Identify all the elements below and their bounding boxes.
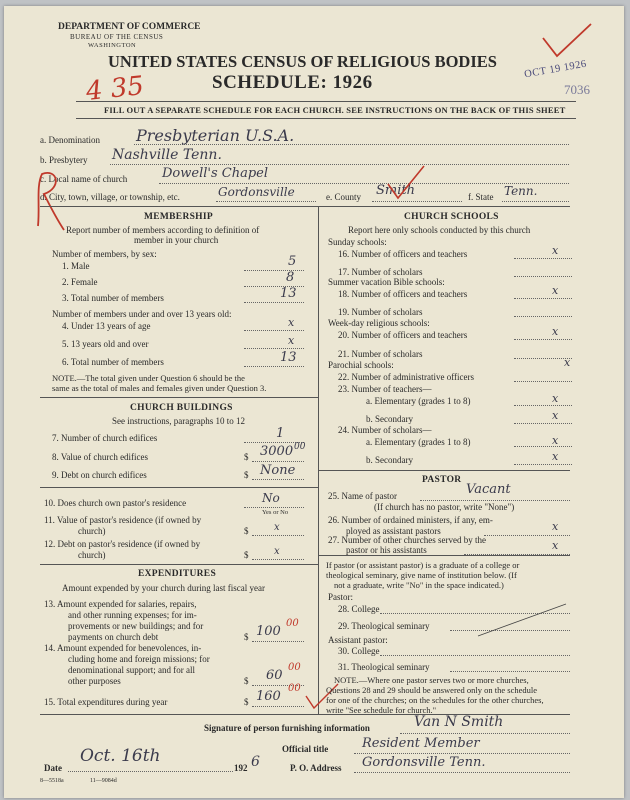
q7-edifices-value: 1 xyxy=(276,426,285,441)
q2-female-label: 2. Female xyxy=(62,277,98,287)
year-digit: 6 xyxy=(251,754,260,770)
presbytery-label: b. Presbytery xyxy=(40,155,88,165)
diagonal-strike xyxy=(474,600,570,640)
q11-residence-value-label-2: church) xyxy=(78,526,106,536)
q13-label-line-3: provements or new buildings; and for xyxy=(68,621,204,631)
q24-label: 24. Number of scholars— xyxy=(338,425,432,435)
members-by-sex-label: Number of members, by sex: xyxy=(52,249,157,259)
expenditures-heading: EXPENDITURES xyxy=(138,569,217,579)
summer-schools-label: Summer vacation Bible schools: xyxy=(328,277,445,287)
membership-intro-2: member in your church xyxy=(134,235,219,245)
q12-residence-debt-value: x xyxy=(274,546,280,557)
q14-amount: 60 xyxy=(266,668,283,683)
q14-cents: 00 xyxy=(288,662,301,673)
official-title-value: Resident Member xyxy=(362,736,480,751)
date-value: Oct. 16th xyxy=(80,746,161,766)
date-label: Date xyxy=(44,763,62,773)
q12-residence-debt-label-2: church) xyxy=(78,550,106,560)
pastor-note-3: for one of the churches; on the schedules for the other churches, xyxy=(326,695,544,705)
q14-label-line-4: other purposes xyxy=(68,676,121,686)
q30-label: 30. College xyxy=(338,646,380,656)
q15-cents: 00 xyxy=(288,683,301,694)
q5-over13-value: x xyxy=(288,334,295,347)
q20-label: 20. Number of officers and teachers xyxy=(338,330,468,340)
q29-label: 29. Theological seminary xyxy=(338,621,430,631)
graduate-instruction-3: not a graduate, write "No" in the space indicated.) xyxy=(334,580,504,590)
q3-total-label: 3. Total number of members xyxy=(62,293,164,303)
q13-dollar-sign: $ xyxy=(244,632,249,642)
q16-value: x xyxy=(552,244,559,257)
age-intro-label: Number of members under and over 13 years old: xyxy=(52,309,232,319)
red-r-annotation xyxy=(28,166,68,236)
q15-label: 15. Total expenditures during year xyxy=(44,697,168,707)
q23a-value: x xyxy=(552,392,559,405)
po-address-value: Gordonsville Tenn. xyxy=(362,755,486,770)
sunday-schools-label: Sunday schools: xyxy=(328,237,387,247)
po-address-label: P. O. Address xyxy=(290,763,342,773)
schools-intro: Report here only schools conducted by this church xyxy=(348,225,531,235)
red-number-annotation: 4 35 xyxy=(84,71,146,107)
county-label: e. County xyxy=(326,192,361,202)
pastor-note-2: Questions 28 and 29 should be answered only on the schedule xyxy=(326,685,538,695)
q18-value: x xyxy=(552,284,559,297)
q7-edifices-label: 7. Number of church edifices xyxy=(52,433,158,443)
q2-female-value: 8 xyxy=(286,270,295,285)
q17-label: 17. Number of scholars xyxy=(338,267,423,277)
q3-total-value: 13 xyxy=(280,286,297,301)
q26-value: x xyxy=(552,520,559,533)
q8-value-amount: 3000 xyxy=(260,444,294,459)
buildings-subheading: See instructions, paragraphs 10 to 12 xyxy=(112,416,245,426)
instruction-line: FILL OUT A SEPARATE SCHEDULE FOR EACH CHURCH. SEE INSTRUCTIONS ON THE BACK OF THIS SHEET xyxy=(104,105,566,115)
q22-label: 22. Number of administrative officers xyxy=(338,372,475,382)
q1-male-value: 5 xyxy=(288,254,297,269)
q18-label: 18. Number of officers and teachers xyxy=(338,289,468,299)
q13-label-line-2: and other running expenses; for im- xyxy=(68,610,197,620)
pastor-note-4: write "See schedule for church." xyxy=(326,705,437,715)
parochial-schools-label: Parochial schools: xyxy=(328,360,394,370)
q9-debt-label: 9. Debt on church edifices xyxy=(52,470,147,480)
q8-dollar-sign: $ xyxy=(244,452,249,462)
red-check-mark xyxy=(539,20,595,64)
q14-label-line-1: 14. Amount expended for benevolences, in- xyxy=(44,643,202,653)
presbytery-value: Nashville Tenn. xyxy=(112,147,222,163)
q21-label: 21. Number of scholars xyxy=(338,349,423,359)
q24a-value: x xyxy=(552,434,559,447)
membership-note-2: same as the total of males and females given under Question 3. xyxy=(52,383,267,393)
pastor-heading: PASTOR xyxy=(422,475,462,485)
schedule-title: SCHEDULE: 1926 xyxy=(212,72,373,93)
q10-residence-label: 10. Does church own pastor's residence xyxy=(44,498,187,508)
q13-cents: 00 xyxy=(286,618,299,629)
signature-label: Signature of person furnishing information xyxy=(204,723,370,733)
q10-residence-value: No xyxy=(262,491,280,505)
q13-label-line-1: 13. Amount expended for salaries, repairs, xyxy=(44,599,197,609)
q4-under13-label: 4. Under 13 years of age xyxy=(62,321,151,331)
q14-label-line-3: denominational support; and for all xyxy=(68,665,195,675)
local-name-value: Dowell's Chapel xyxy=(162,166,269,181)
q20-value: x xyxy=(552,325,559,338)
parochial-mark: x xyxy=(564,356,571,369)
q9-debt-value: None xyxy=(260,463,296,478)
q23b-value: x xyxy=(552,409,559,422)
q9-dollar-sign: $ xyxy=(244,470,249,480)
graduate-instruction: If pastor (or assistant pastor) is a graduate of a college or xyxy=(326,560,520,570)
q1-male-label: 1. Male xyxy=(62,261,90,271)
bureau-heading: BUREAU OF THE CENSUS xyxy=(70,33,164,41)
q8-value-cents: 00 xyxy=(294,442,306,452)
pastor-subheading: Pastor: xyxy=(328,592,354,602)
q19-label: 19. Number of scholars xyxy=(338,307,423,317)
q25-pastor-name: Vacant xyxy=(466,482,511,497)
q26-label: 26. Number of ordained ministers, if any, em- xyxy=(328,515,493,525)
q13-amount: 100 xyxy=(256,624,281,639)
print-number: 11—9084d xyxy=(90,778,117,784)
q12-dollar-sign: $ xyxy=(244,550,249,560)
yes-or-no-hint: Yes or No xyxy=(262,509,289,516)
membership-note: NOTE.—The total given under Question 6 should be the xyxy=(52,373,245,383)
q14-dollar-sign: $ xyxy=(244,676,249,686)
q16-label: 16. Number of officers and teachers xyxy=(338,249,468,259)
stamp-number: 7036 xyxy=(564,82,590,97)
q24a-label: a. Elementary (grades 1 to 8) xyxy=(366,437,471,447)
state-label: f. State xyxy=(468,192,494,202)
form-number: 8—5518a xyxy=(40,778,64,784)
q15-amount: 160 xyxy=(256,689,281,704)
q8-value-label: 8. Value of church edifices xyxy=(52,452,149,462)
q6-total-value: 13 xyxy=(280,350,297,365)
q12-residence-debt-label: 12. Debt on pastor's residence (if owned by xyxy=(44,539,201,549)
city-value: Gordonsville xyxy=(218,185,295,199)
q24b-value: x xyxy=(552,450,559,463)
city-label: d. City, town, village, or township, etc. xyxy=(40,192,180,202)
q23b-label: b. Secondary xyxy=(366,414,413,424)
red-tick-county xyxy=(384,164,428,204)
q31-label: 31. Theological seminary xyxy=(338,662,430,672)
q25-note: (If church has no pastor, write "None") xyxy=(374,502,515,512)
membership-intro: Report number of members according to definition of xyxy=(66,225,260,235)
q11-residence-value: x xyxy=(274,522,280,533)
q6-total-label: 6. Total number of members xyxy=(62,357,164,367)
q23a-label: a. Elementary (grades 1 to 8) xyxy=(366,396,471,406)
city-heading: WASHINGTON xyxy=(88,42,137,49)
membership-heading: MEMBERSHIP xyxy=(144,212,213,222)
denomination-value: Presbyterian U.S.A. xyxy=(136,126,295,145)
q28-label: 28. College xyxy=(338,604,380,614)
received-date-stamp: OCT 19 1926 xyxy=(523,58,588,81)
q11-dollar-sign: $ xyxy=(244,526,249,536)
form-title: UNITED STATES CENSUS OF RELIGIOUS BODIES xyxy=(108,52,497,71)
assistant-pastor-subheading: Assistant pastor: xyxy=(328,635,388,645)
q11-residence-value-label: 11. Value of pastor's residence (if owned by xyxy=(44,515,202,525)
q15-dollar-sign: $ xyxy=(244,697,249,707)
signature-value: Van N Smith xyxy=(414,714,504,730)
q4-under13-value: x xyxy=(288,316,295,329)
q25-label: 25. Name of pastor xyxy=(328,491,397,501)
department-heading: DEPARTMENT OF COMMERCE xyxy=(58,22,201,32)
state-value: Tenn. xyxy=(504,184,538,198)
q24b-label: b. Secondary xyxy=(366,455,413,465)
q27-label: 27. Number of other churches served by the xyxy=(328,535,486,545)
q14-label-line-2: cluding home and foreign missions; for xyxy=(68,654,210,664)
buildings-heading: CHURCH BUILDINGS xyxy=(130,403,233,413)
pastor-note: NOTE.—Where one pastor serves two or more churches, xyxy=(334,675,529,685)
graduate-instruction-2: theological seminary, give name of institution below. (If xyxy=(326,570,517,580)
county-value: Smith xyxy=(376,183,415,198)
q27-label-2: pastor or his assistants xyxy=(346,545,427,555)
q5-over13-label: 5. 13 years old and over xyxy=(62,339,149,349)
q26-label-2: ployed as assistant pastors xyxy=(346,526,441,536)
q27-value: x xyxy=(552,539,559,552)
denomination-label: a. Denomination xyxy=(40,135,100,145)
census-form xyxy=(4,6,624,798)
q13-label-line-4: payments on church debt xyxy=(68,632,159,642)
expenditures-subheading: Amount expended by your church during last fiscal year xyxy=(62,583,265,593)
local-name-label: c. Local name of church xyxy=(40,174,128,184)
weekday-schools-label: Week-day religious schools: xyxy=(328,318,430,328)
year-prefix: 192 xyxy=(234,763,248,773)
official-title-label: Official title xyxy=(282,744,329,754)
schools-heading: CHURCH SCHOOLS xyxy=(404,212,499,222)
q23-label: 23. Number of teachers— xyxy=(338,384,432,394)
